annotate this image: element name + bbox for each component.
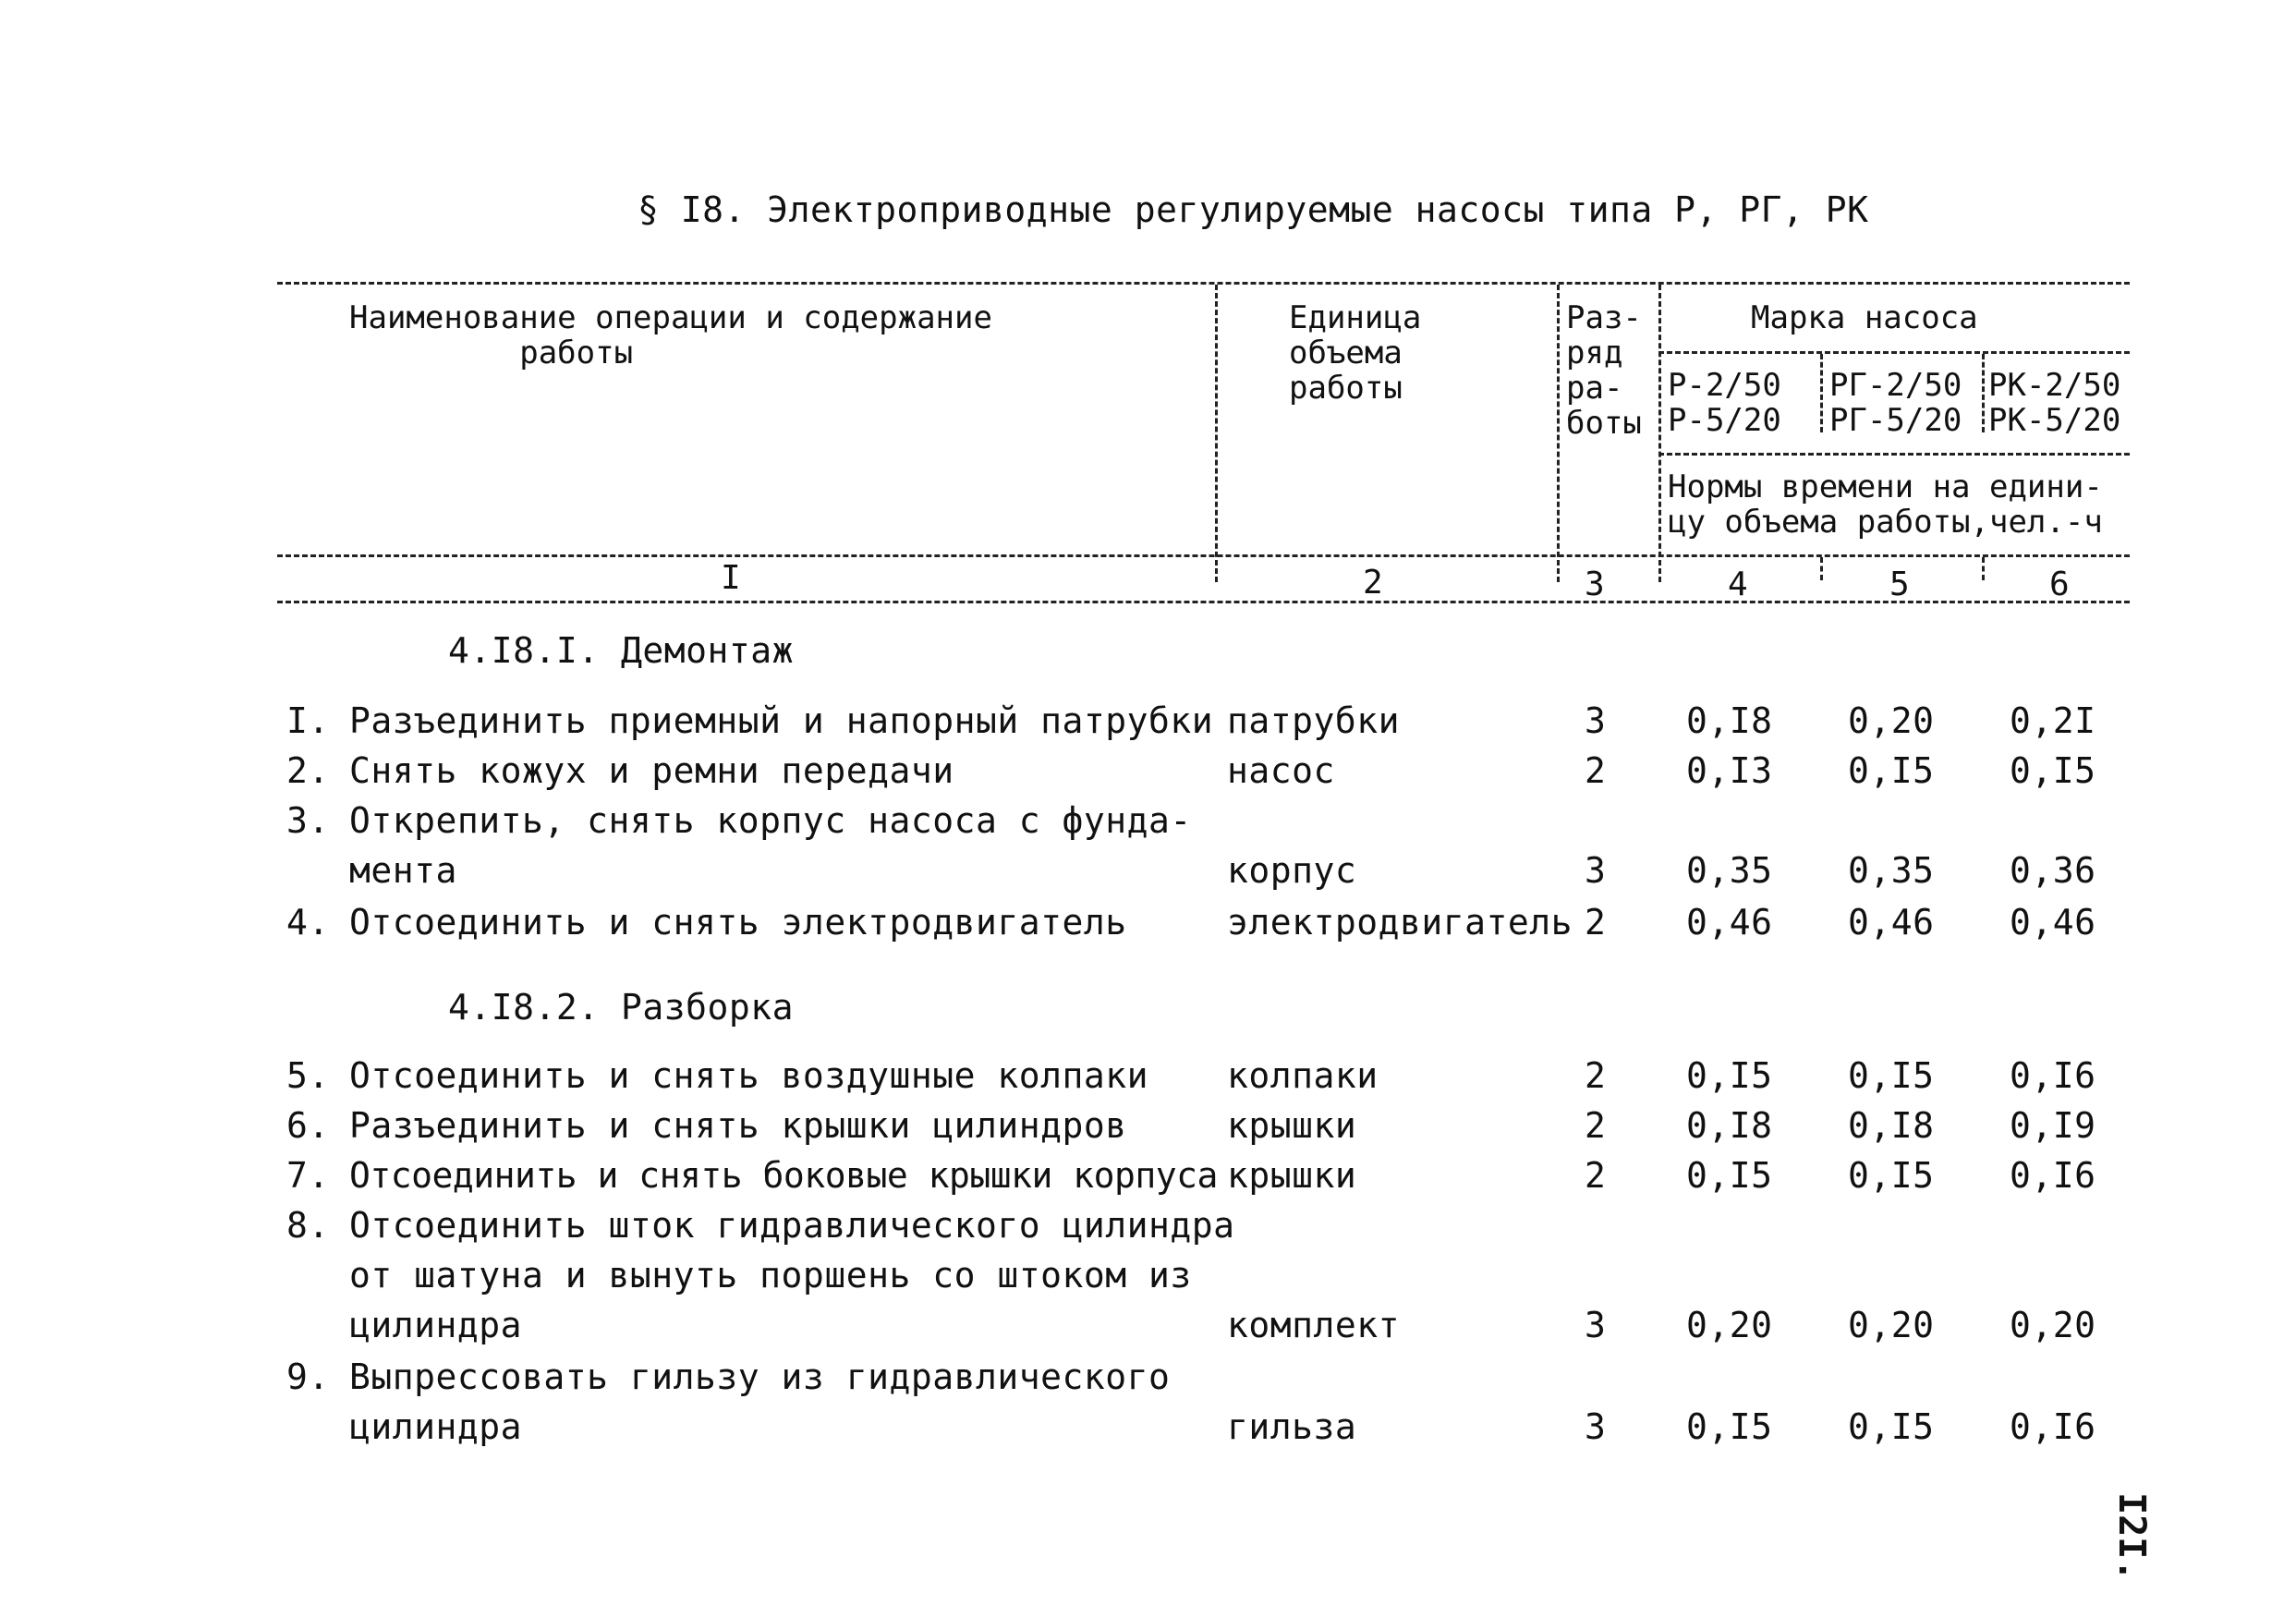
divider-col6 — [1982, 354, 1985, 432]
header-brand-r: Р-2/50 Р-5/20 — [1668, 367, 1781, 439]
row-8-grade: 3 — [1585, 1305, 1607, 1345]
row-4-grade: 2 — [1585, 902, 1607, 943]
divider-col4 — [1658, 285, 1661, 582]
row-8-text: Отсоединить шток гидравлического цилиндра — [349, 1205, 1235, 1246]
divider-col5 — [1820, 354, 1823, 432]
row-4-v1: 0,46 — [1686, 902, 1773, 943]
row-9-num: 9. — [286, 1356, 330, 1397]
divider-col2 — [1215, 285, 1218, 582]
row-8-text-cont2: цилиндра — [349, 1305, 523, 1345]
header-norms: Нормы времени на едини- цу объема работы,чел.-ч — [1668, 468, 2103, 541]
table-top-rule — [277, 282, 2130, 285]
row-8-unit: комплект — [1227, 1305, 1401, 1345]
row-5-text: Отсоединить и снять воздушные колпаки — [349, 1055, 1148, 1096]
row-6-v1: 0,I8 — [1686, 1105, 1773, 1146]
row-2-num: 2. — [286, 750, 330, 791]
row-2-v2: 0,I5 — [1848, 750, 1935, 791]
row-1-text: Разъединить приемный и напорный патрубки — [349, 700, 1214, 741]
row-9-v1: 0,I5 — [1686, 1406, 1773, 1447]
row-5-num: 5. — [286, 1055, 330, 1096]
row-2-text: Снять кожух и ремни передачи — [349, 750, 954, 791]
row-5-v2: 0,I5 — [1848, 1055, 1935, 1096]
row-9-unit: гильза — [1227, 1406, 1357, 1447]
row-6-num: 6. — [286, 1105, 330, 1146]
row-3-v2: 0,35 — [1848, 850, 1935, 891]
row-6-unit: крышки — [1227, 1105, 1357, 1146]
row-7-v3: 0,I6 — [2010, 1155, 2096, 1196]
row-1-v1: 0,I8 — [1686, 700, 1773, 741]
row-8-v1: 0,20 — [1686, 1305, 1773, 1345]
row-9-text: Выпрессовать гильзу из гидравлического — [349, 1356, 1171, 1397]
row-9-grade: 3 — [1585, 1406, 1607, 1447]
row-7-num: 7. — [286, 1155, 330, 1196]
row-4-unit: электродвигатель — [1227, 902, 1573, 943]
row-8-text-cont: от шатуна и вынуть поршень со штоком из — [349, 1255, 1192, 1296]
divider-num5 — [1820, 557, 1823, 580]
colnum-6: 6 — [2049, 566, 2070, 603]
row-1-num: I. — [286, 700, 330, 741]
row-8-num: 8. — [286, 1205, 330, 1246]
page-title: § I8. Электроприводные регулируемые насосы типа Р, РГ, РК — [638, 189, 1869, 230]
row-2-v1: 0,I3 — [1686, 750, 1773, 791]
row-6-text: Разъединить и снять крышки цилиндров — [349, 1105, 1127, 1146]
row-9-v3: 0,I6 — [2010, 1406, 2096, 1447]
header-bottom-rule — [277, 554, 2130, 557]
row-3-num: 3. — [286, 800, 330, 841]
row-3-v3: 0,36 — [2010, 850, 2096, 891]
row-3-text: Открепить, снять корпус насоса с фунда- — [349, 800, 1192, 841]
row-7-v1: 0,I5 — [1686, 1155, 1773, 1196]
row-2-unit: насос — [1227, 750, 1335, 791]
norms-rule — [1658, 453, 2130, 456]
header-unit: Единица объема работы — [1289, 299, 1422, 407]
row-1-v2: 0,20 — [1848, 700, 1935, 741]
header-brand-rk: РК-2/50 РК-5/20 — [1988, 367, 2121, 439]
row-4-num: 4. — [286, 902, 330, 943]
row-9-v2: 0,I5 — [1848, 1406, 1935, 1447]
section-disassembly: 4.I8.2. Разборка — [448, 987, 795, 1028]
row-3-unit: корпус — [1227, 850, 1357, 891]
colnum-5: 5 — [1889, 566, 1910, 603]
colnum-4: 4 — [1728, 566, 1748, 603]
row-6-v3: 0,I9 — [2010, 1105, 2096, 1146]
row-6-grade: 2 — [1585, 1105, 1607, 1146]
row-5-unit: колпаки — [1227, 1055, 1379, 1096]
row-7-grade: 2 — [1585, 1155, 1607, 1196]
section-dismantling: 4.I8.I. Демонтаж — [448, 630, 795, 671]
row-1-v3: 0,2I — [2010, 700, 2096, 741]
row-3-text-cont: мента — [349, 850, 457, 891]
row-1-unit: патрубки — [1227, 700, 1401, 741]
divider-num6 — [1982, 557, 1985, 580]
divider-col3 — [1557, 285, 1560, 582]
row-4-text: Отсоединить и снять электродвигатель — [349, 902, 1127, 943]
header-brand-rg: РГ-2/50 РГ-5/20 — [1829, 367, 1962, 439]
row-2-grade: 2 — [1585, 750, 1607, 791]
row-5-v1: 0,I5 — [1686, 1055, 1773, 1096]
colnum-2: 2 — [1363, 564, 1383, 602]
row-4-v2: 0,46 — [1848, 902, 1935, 943]
row-8-v3: 0,20 — [2010, 1305, 2096, 1345]
row-6-v2: 0,I8 — [1848, 1105, 1935, 1146]
row-7-v2: 0,I5 — [1848, 1155, 1935, 1196]
numbers-bottom-rule — [277, 601, 2130, 603]
colnum-1: I — [721, 559, 741, 597]
group-rule — [1658, 351, 2130, 354]
row-2-v3: 0,I5 — [2010, 750, 2096, 791]
row-7-unit: крышки — [1227, 1155, 1357, 1196]
row-3-grade: 3 — [1585, 850, 1607, 891]
row-5-v3: 0,I6 — [2010, 1055, 2096, 1096]
row-4-v3: 0,46 — [2010, 902, 2096, 943]
row-9-text-cont: цилиндра — [349, 1406, 523, 1447]
row-5-grade: 2 — [1585, 1055, 1607, 1096]
row-1-grade: 3 — [1585, 700, 1607, 741]
colnum-3: 3 — [1585, 566, 1605, 603]
row-8-v2: 0,20 — [1848, 1305, 1935, 1345]
row-7-text: Отсоединить и снять боковые крышки корпуса — [349, 1155, 1218, 1196]
row-3-v1: 0,35 — [1686, 850, 1773, 891]
header-grade: Раз- ряд ра- боты — [1566, 299, 1642, 442]
page-number: I2I. — [2110, 1492, 2153, 1582]
header-operation: Наименование операции и содержание работы — [349, 299, 992, 371]
header-pump-brand: Марка насоса — [1751, 299, 1978, 336]
